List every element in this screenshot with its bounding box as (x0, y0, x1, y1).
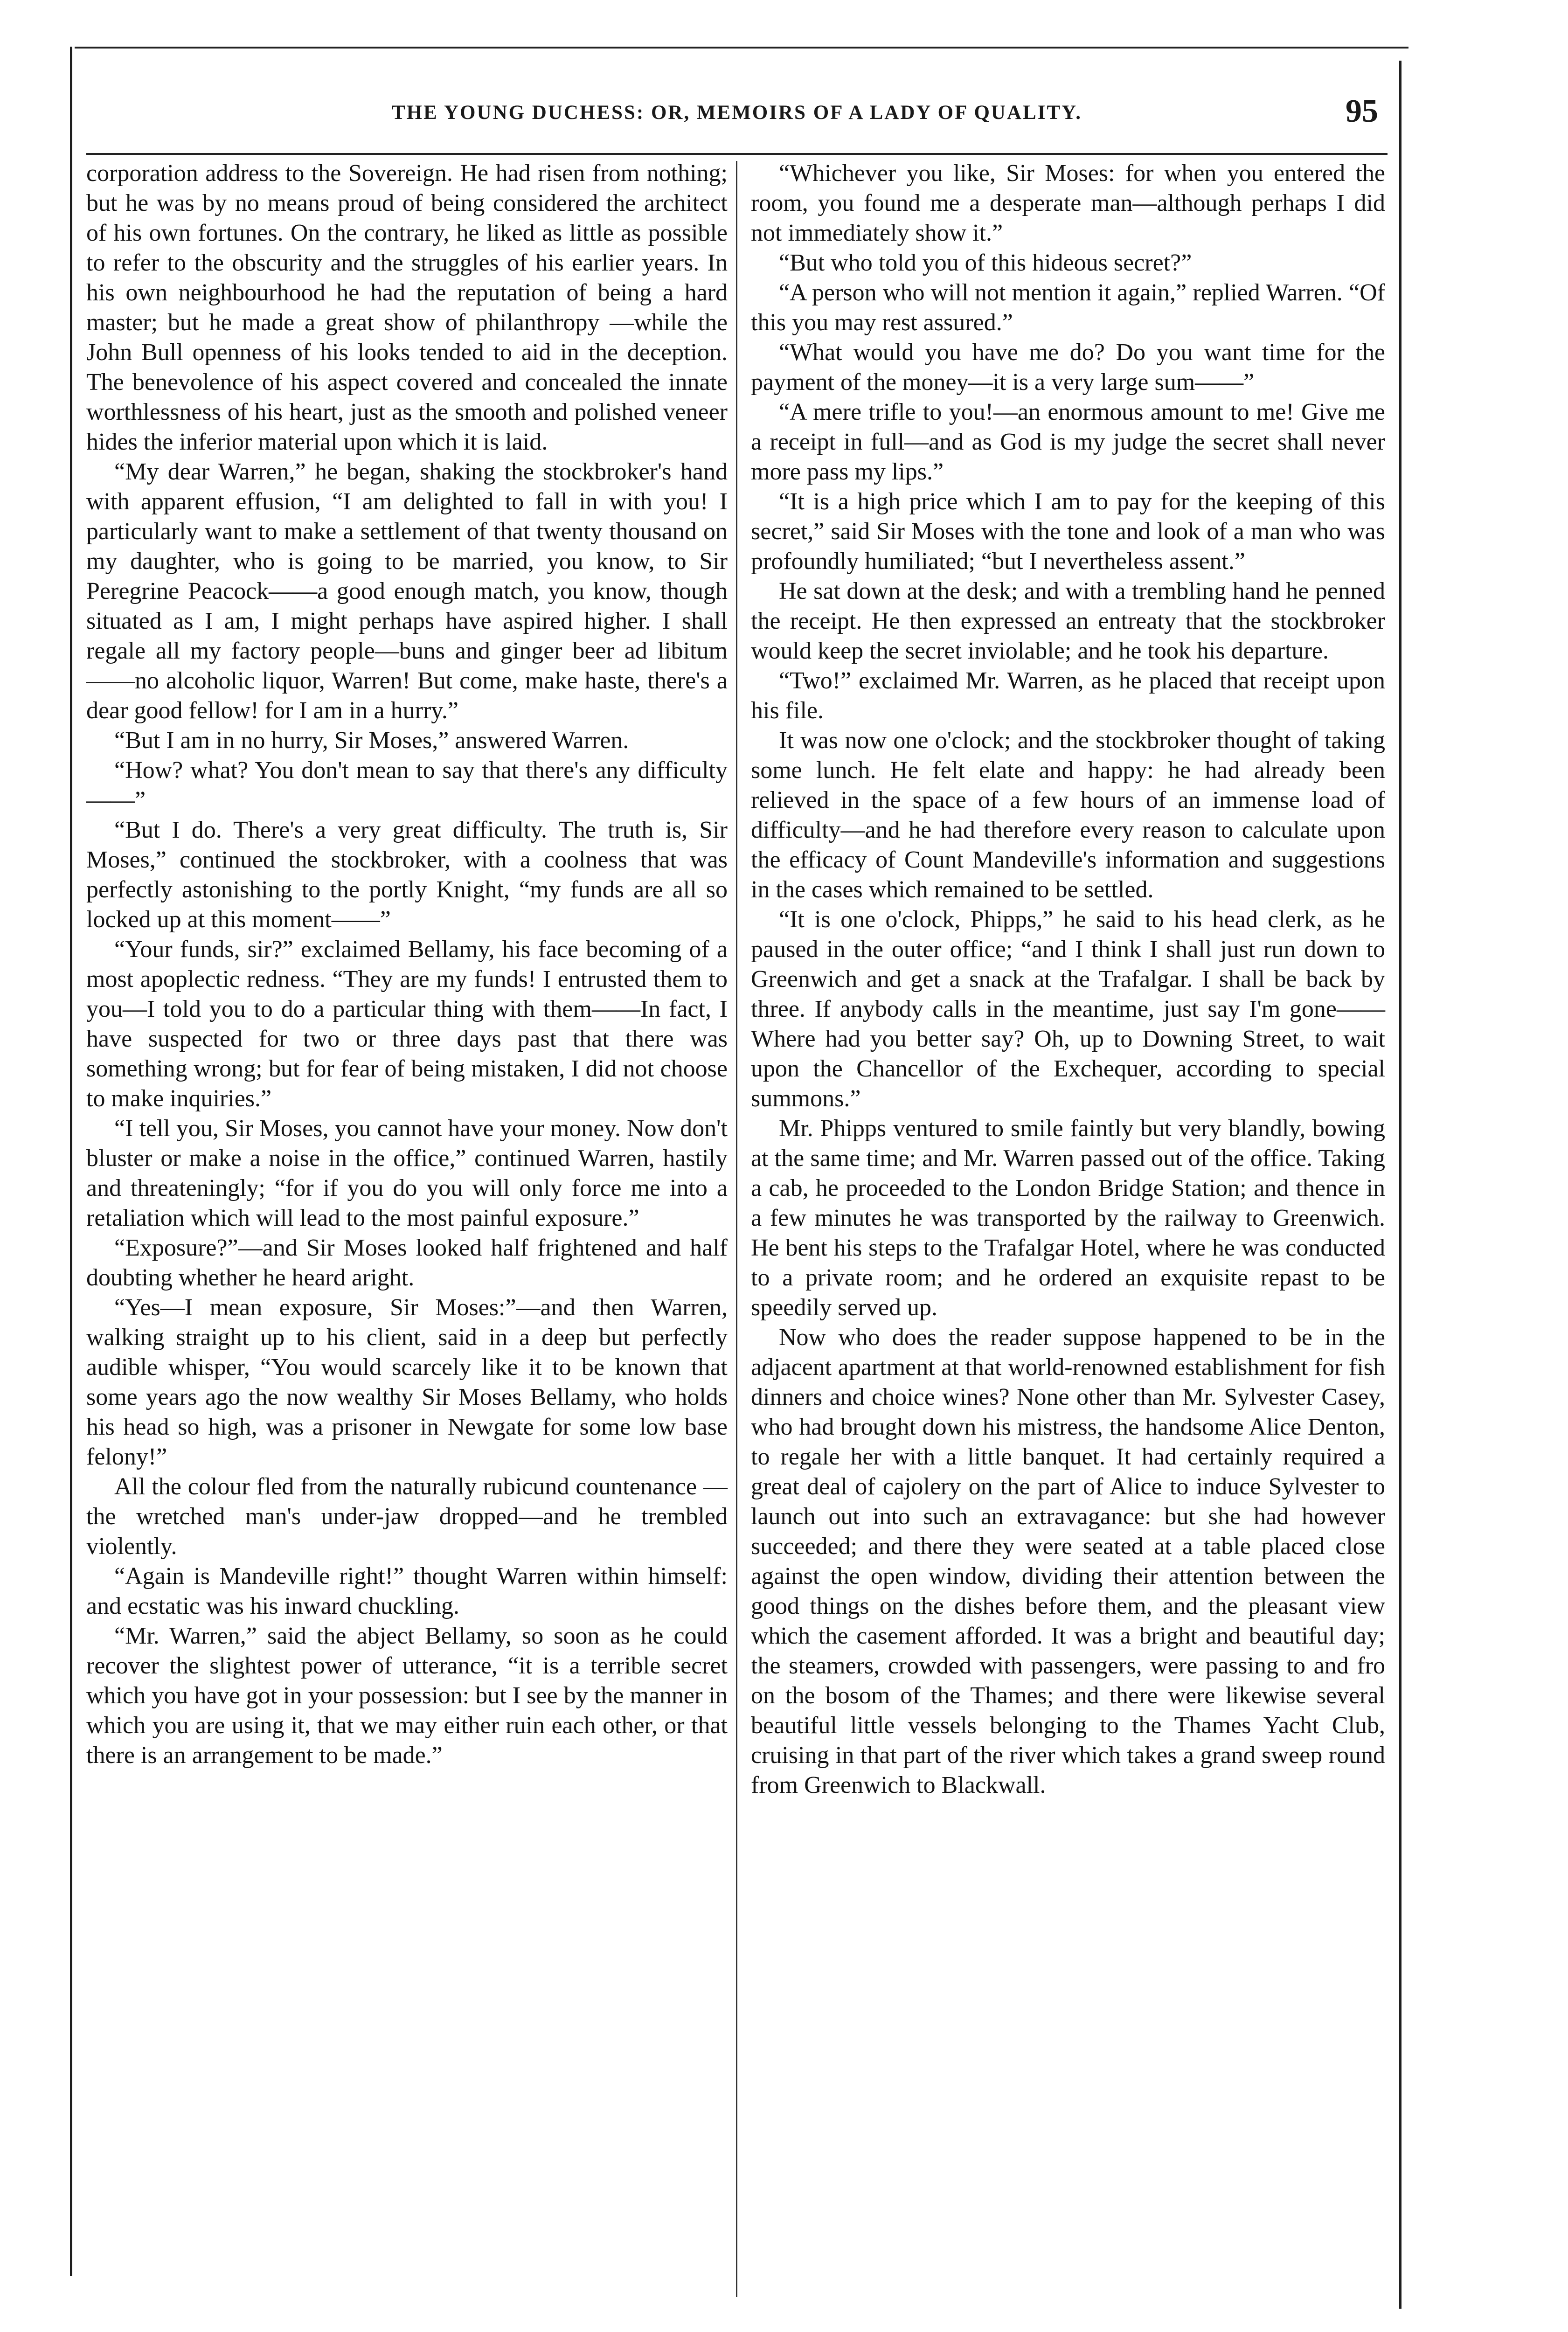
paragraph: All the colour fled from the naturally rubicund countenance — the wretched man's under-jaw dropped—and he trembled violently. (86, 1473, 728, 1560)
paragraph: “But I do. There's a very great difficulty. The truth is, Sir Moses,” continued the stockbroker, with a coolness that was perfectly astonishing to the portly Knight, “my funds are all so locked up at this moment——” (86, 817, 728, 933)
paragraph: corporation address to the Sovereign. He had risen from nothing; but he was by no means proud of being considered the architect of his own fortunes. On the contrary, he liked as little as possible to refer to the obscurity and the struggles of his earlier years. In his own neighbourhood he had the reputation of being a hard master; but he made a great show of philanthropy —while the John Bull openness of his looks tended to aid in the deception. The benevolence of his aspect covered and concealed the innate worthlessness of his heart, just as the smooth and polished veneer hides the inferior material upon which it is laid. (86, 160, 728, 455)
paragraph: “A mere trifle to you!—an enormous amount to me! Give me a receipt in full—and as God is my judge the secret shall never more pass my lips.” (751, 399, 1385, 485)
paragraph: “It is a high price which I am to pay for the keeping of this secret,” said Sir Moses with the tone and look of a man who was profoundly humiliated; “but I nevertheless assent.” (751, 488, 1385, 575)
paragraph: He sat down at the desk; and with a trembling hand he penned the receipt. He then expressed an entreaty that the stockbroker would keep the secret inviolable; and he took his departure. (751, 578, 1385, 664)
page-frame-top (75, 47, 1408, 49)
column-divider (736, 161, 737, 2297)
paragraph: “It is one o'clock, Phipps,” he said to his head clerk, as he paused in the outer office; “and I think I shall just run down to Greenwich and get a snack at the Trafalgar. I shall be back by three. If anybody calls in the meantime, just say I'm gone——Where had you better say? Oh, up to Downing Street, to wait upon the Chancellor of the Exchequer, according to special summons.” (751, 906, 1385, 1112)
paragraph: “Mr. Warren,” said the abject Bellamy, so soon as he could recover the slightest power of utterance, “it is a terrible secret which you have got in your possession: but I see by the manner in which you are using it, that we may either ruin each other, or that there is an arrangement to be made.” (86, 1623, 728, 1769)
page-frame-left (70, 47, 72, 2276)
paragraph: “Your funds, sir?” exclaimed Bellamy, his face becoming of a most apoplectic redness. “They are my funds! I entrusted them to you—I told you to do a particular thing with them——In fact, I have suspected for two or three days past that there was something wrong; but for fear of being mistaken, I did not choose to make inquiries.” (86, 936, 728, 1112)
paragraph: “Whichever you like, Sir Moses: for when you entered the room, you found me a desperate man—although perhaps I did not immediately show it.” (751, 160, 1385, 246)
page-number: 95 (1346, 93, 1378, 129)
paragraph: “I tell you, Sir Moses, you cannot have your money. Now don't bluster or make a noise in the office,” continued Warren, hastily and threateningly; “for if you do you will only force me into a retaliation which will lead to the most painful exposure.” (86, 1115, 728, 1231)
header-rule (86, 153, 1388, 155)
paragraph: It was now one o'clock; and the stockbroker thought of taking some lunch. He felt elate and happy: he had already been relieved in the space of a few hours of an immense load of difficulty—and he had therefore every reason to calculate upon the efficacy of Count Mandeville's information and suggestions in the cases which remained to be settled. (751, 727, 1385, 903)
paragraph: “Yes—I mean exposure, Sir Moses:”—and then Warren, walking straight up to his client, said in a deep but perfectly audible whisper, “You would scarcely like it to be known that some years ago the now wealthy Sir Moses Bellamy, who holds his head so high, was a prisoner in Newgate for some low base felony!” (86, 1294, 728, 1470)
paragraph: “How? what? You don't mean to say that there's any difficulty——” (86, 757, 728, 813)
paragraph: “A person who will not mention it again,” replied Warren. “Of this you may rest assured.” (751, 279, 1385, 336)
paragraph: “But who told you of this hideous secret?” (779, 250, 1192, 276)
paragraph: “Exposure?”—and Sir Moses looked half frightened and half doubting whether he heard aright. (86, 1235, 728, 1291)
running-title: THE YOUNG DUCHESS: OR, MEMOIRS OF A LADY OF QUALITY. (392, 102, 1082, 124)
running-head (86, 93, 1388, 138)
paragraph: “My dear Warren,” he began, shaking the stockbroker's hand with apparent effusion, “I am delighted to fall in with you! I particularly want to make a settlement of that twenty thousand on my daughter, who is going to be married, you know, to Sir Peregrine Peacock——a good enough match, you know, though situated as I am, I might perhaps have aspired higher. I shall regale all my factory people—buns and ginger beer ad libitum——no alcoholic liquor, Warren! But come, make haste, there's a dear good fellow! for I am in a hurry.” (86, 458, 728, 724)
paragraph: “Two!” exclaimed Mr. Warren, as he placed that receipt upon his file. (751, 667, 1385, 724)
paragraph: “But I am in no hurry, Sir Moses,” answered Warren. (114, 727, 629, 754)
left-column (86, 159, 728, 1770)
paragraph: Mr. Phipps ventured to smile faintly but very blandly, bowing at the same time; and Mr. Warren passed out of the office. Taking a cab, he proceeded to the London Bridge Station; and thence in a few minutes he was transported by the railway to Greenwich. He bent his steps to the Trafalgar Hotel, where he was conducted to a private room; and he ordered an exquisite repast to be speedily served up. (751, 1115, 1385, 1321)
page-frame-right (1399, 61, 1401, 2309)
paragraph: “What would you have me do? Do you want time for the payment of the money—it is a very large sum——” (751, 339, 1385, 396)
right-column (751, 159, 1385, 1800)
paragraph: “Again is Mandeville right!” thought Warren within himself: and ecstatic was his inward chuckling. (86, 1563, 728, 1619)
paragraph: Now who does the reader suppose happened to be in the adjacent apartment at that world-renowned establishment for fish dinners and choice wines? None other than Mr. Sylvester Casey, who had brought down his mistress, the handsome Alice Denton, to regale her with a little banquet. It had certainly required a great deal of cajolery on the part of Alice to induce Sylvester to launch out into such an extravagance: but she had however succeeded; and there they were seated at a table placed close against the open window, dividing their attention between the good things on the dishes before them, and the pleasant view which the casement afforded. It was a bright and beautiful day; the steamers, crowded with passengers, were passing to and fro on the bosom of the Thames; and there were likewise several beautiful little vessels belonging to the Thames Yacht Club, cruising in that part of the river which takes a grand sweep round from Greenwich to Blackwall. (751, 1324, 1385, 1798)
